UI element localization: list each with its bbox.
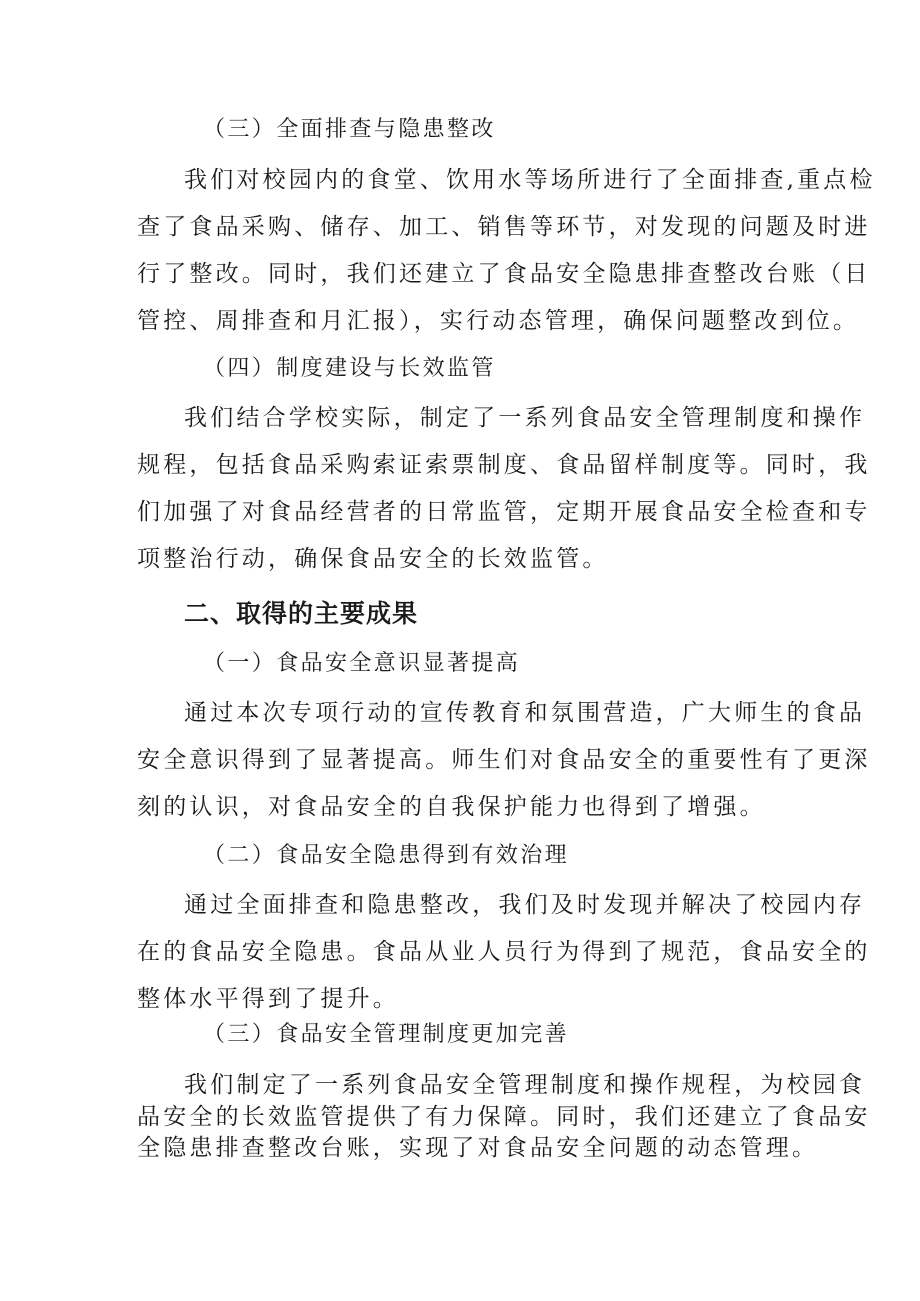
paragraph-line: 我们制定了一系列食品安全管理制度和操作规程，为校园食 <box>184 1072 866 1098</box>
result-heading: （一）食品安全意识显著提高 <box>203 651 521 676</box>
paragraph-line: 规程，包括食品采购索证索票制度、食品留样制度等。同时，我 <box>137 452 871 478</box>
paragraph-line: 行了整改。同时，我们还建立了食品安全隐患排查整改台账（日 <box>137 261 871 287</box>
main-heading: 二、取得的主要成果 <box>184 599 419 628</box>
paragraph-line: 管控、周排查和月汇报），实行动态管理，确保问题整改到位。 <box>137 308 860 334</box>
paragraph-line: 安全意识得到了显著提高。师生们对食品安全的重要性有了更深 <box>137 747 871 773</box>
paragraph-line: 品安全的长效监管提供了有力保障。同时，我们还建立了食品安 <box>137 1104 871 1130</box>
paragraph-line: 通过全面排查和隐患整改，我们及时发现并解决了校园内存 <box>184 892 866 918</box>
result-heading: （二）食品安全隐患得到有效治理 <box>203 843 570 868</box>
result-heading: （三）食品安全管理制度更加完善 <box>203 1022 570 1047</box>
paragraph-line: 全隐患排查整改台账，实现了对食品安全问题的动态管理。 <box>137 1135 819 1161</box>
paragraph-line: 我们结合学校实际，制定了一系列食品安全管理制度和操作 <box>184 405 866 431</box>
paragraph-line: 我们对校园内的食堂、饮用水等场所进行了全面排查,重点检 <box>184 167 876 193</box>
section-heading: （四）制度建设与长效监管 <box>203 356 496 381</box>
paragraph-line: 整体水平得到了提升。 <box>137 986 399 1012</box>
paragraph-line: 项整治行动，确保食品安全的长效监管。 <box>137 546 609 572</box>
paragraph-line: 在的食品安全隐患。食品从业人员行为得到了规范，食品安全的 <box>137 939 871 965</box>
section-heading: （三）全面排查与隐患整改 <box>203 117 496 142</box>
paragraph-line: 通过本次专项行动的宣传教育和氛围营造，广大师生的食品 <box>184 700 866 726</box>
paragraph-line: 刻的认识，对食品安全的自我保护能力也得到了增强。 <box>137 794 766 820</box>
paragraph-line: 查了食品采购、储存、加工、销售等环节，对发现的问题及时进 <box>137 214 871 240</box>
paragraph-line: 们加强了对食品经营者的日常监管，定期开展食品安全检查和专 <box>137 499 871 525</box>
